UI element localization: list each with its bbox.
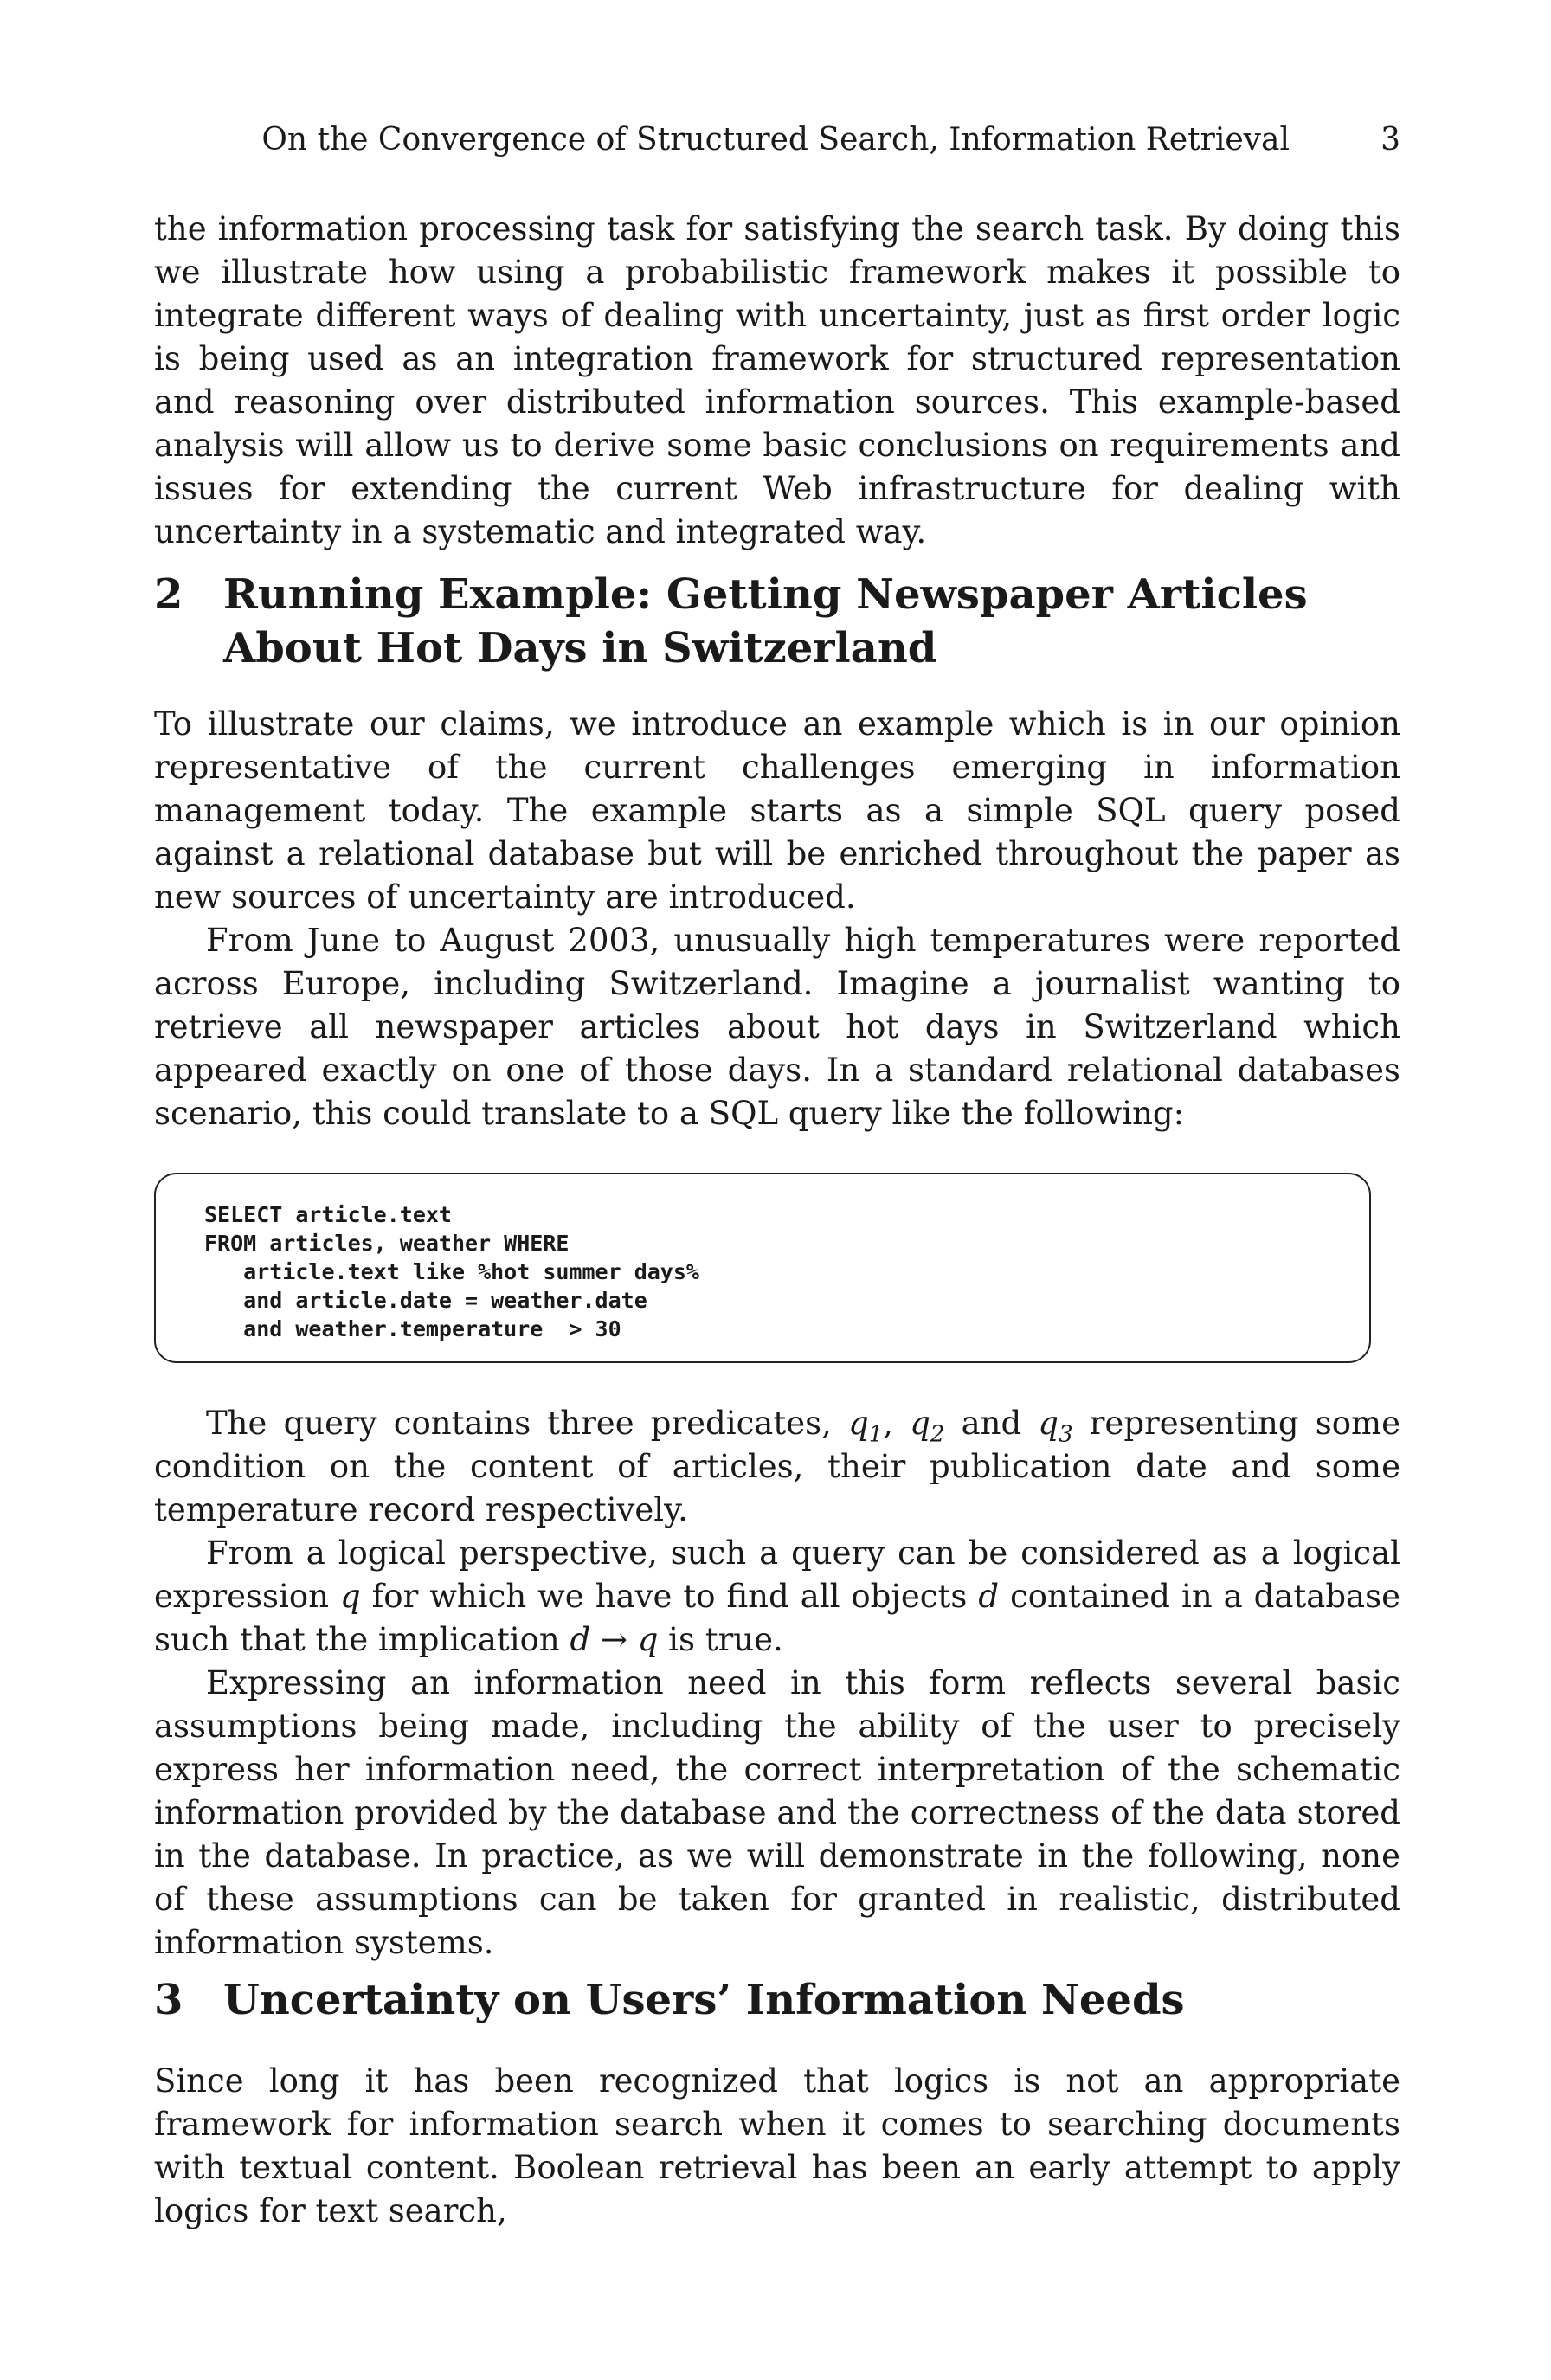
math-q2 bbox=[910, 1405, 945, 1448]
section-2-body bbox=[154, 703, 1400, 1135]
sql-code-box bbox=[154, 1173, 1371, 1363]
math-d: d bbox=[570, 1621, 591, 1658]
text-run: and bbox=[944, 1405, 1039, 1442]
code-line: SELECT article.text bbox=[204, 1202, 452, 1227]
math-var: q bbox=[910, 1405, 930, 1442]
text-run: for which we have to find all objects bbox=[360, 1578, 979, 1615]
text-run: From a logical perspective, such a query can be considered as a logical expression bbox=[154, 1534, 1400, 1615]
assumptions-paragraph: Expressing an information need in this form reflects several basic assumptions being made, including the ability of the user to precisely express her information need, the correct interpretation of the schematic information provided by the database and the correctness of the data stored in the database. In practice, as we will demonstrate in the following, none of these assumptions can be taken for granted in realistic, distributed information systems. bbox=[154, 1664, 1400, 1961]
section-3-paragraph: Since long it has been recognized that logics is not an appropriate framework for information search when it comes to searching documents with textual content. Boolean retrieval has been an early attempt to apply logics for text search, bbox=[154, 2062, 1400, 2229]
code-line: and article.date = weather.date bbox=[204, 1288, 647, 1313]
running-title: On the Convergence of Structured Search, Information Retrieval bbox=[261, 122, 1290, 158]
section-3-body bbox=[154, 2060, 1400, 2233]
text-run: , bbox=[883, 1405, 911, 1442]
page-number: 3 bbox=[1380, 122, 1400, 158]
logical-paragraph bbox=[154, 1532, 1400, 1662]
math-sub: 2 bbox=[930, 1421, 945, 1448]
code-line: and weather.temperature > 30 bbox=[204, 1316, 621, 1341]
post-code-body bbox=[154, 1402, 1400, 1965]
math-q: q bbox=[339, 1578, 361, 1615]
section-3-number: 3 bbox=[154, 1976, 183, 2024]
text-run: representing some condition on the content of articles, their publication date and some temperature record respectively. bbox=[154, 1405, 1400, 1528]
section-2-paragraph-1: To illustrate our claims, we introduce an example which is in our opinion representative of the current challenges emerging in information management today. The example starts as a simple SQL query posed against a relational database but will be enriched throughout the paper as new sources of uncertainty are introduced. bbox=[154, 705, 1400, 916]
text-run: The query contains three predicates, bbox=[206, 1405, 849, 1442]
text-run: contained in a database such that the implication bbox=[154, 1578, 1400, 1658]
sql-code bbox=[204, 1200, 699, 1343]
section-2-title: Running Example: Getting Newspaper Articles About Hot Days in Switzerland bbox=[223, 570, 1308, 672]
math-q: q bbox=[637, 1621, 659, 1658]
implication-arrow: → bbox=[590, 1621, 638, 1658]
math-var: q bbox=[1038, 1405, 1059, 1442]
section-3-title: Uncertainty on Users’ Information Needs bbox=[223, 1976, 1185, 2024]
math-d: d bbox=[978, 1578, 999, 1615]
code-line: article.text like %hot summer days% bbox=[204, 1259, 699, 1284]
math-sub: 1 bbox=[868, 1421, 884, 1448]
section-2-number: 2 bbox=[154, 570, 183, 619]
section-2-paragraph-2: From June to August 2003, unusually high temperatures were reported across Europe, including Switzerland. Imagine a journalist wanting to retrieve all newspaper articles about hot days in Switzerland which appeared exactly on one of those days. In a standard relational databases scenario, this could translate to a SQL query like the following: bbox=[154, 922, 1400, 1132]
math-sub: 3 bbox=[1059, 1421, 1073, 1448]
math-q3 bbox=[1038, 1405, 1073, 1448]
math-q1 bbox=[848, 1405, 884, 1448]
intro-paragraph: the information processing task for satisfying the search task. By doing this we illustrate how using a probabilistic framework makes it possible to integrate different ways of dealing with uncertainty, just as first order logic is being used as an integration framework for structured representation and reasoning over distributed information sources. This example-based analysis will allow us to derive some basic conclusions on requirements and issues for extending the current Web infrastructure for dealing with uncertainty in a systematic and integrated way. bbox=[154, 210, 1400, 550]
text-run: is true. bbox=[658, 1621, 783, 1658]
intro-block bbox=[154, 208, 1400, 554]
code-line: FROM articles, weather WHERE bbox=[204, 1231, 570, 1256]
math-var: q bbox=[848, 1405, 869, 1442]
predicates-paragraph bbox=[154, 1402, 1400, 1532]
